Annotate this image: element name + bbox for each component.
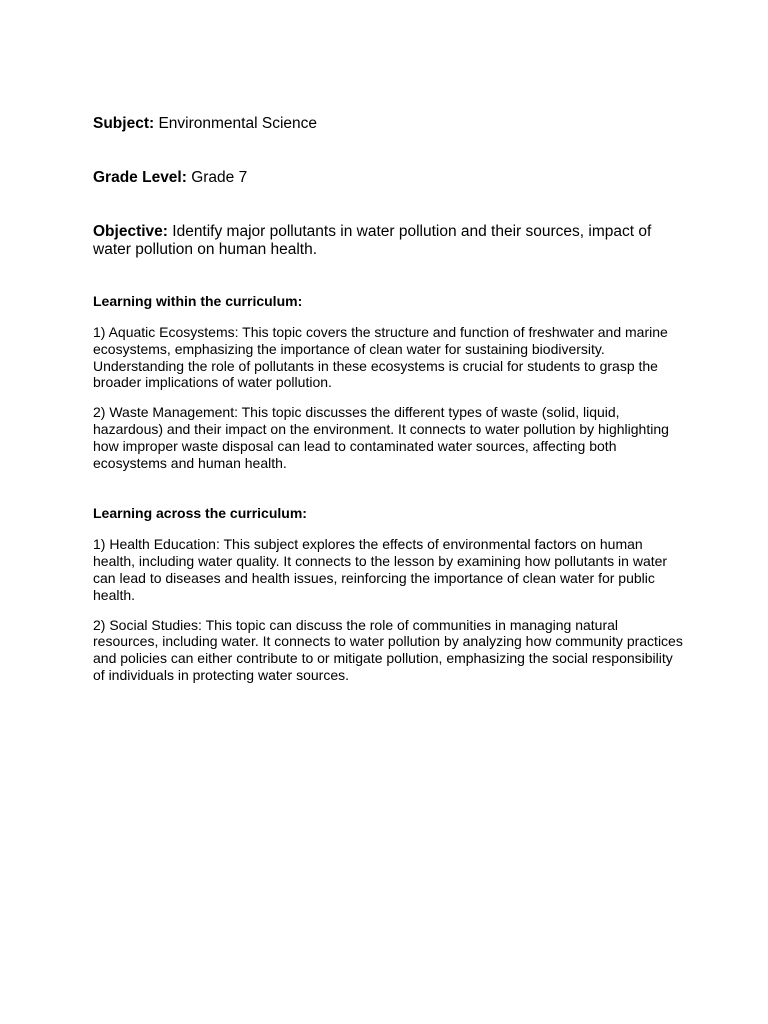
within-curriculum-item-waste: 2) Waste Management: This topic discusses the different types of waste (solid, liquid, hazardous) and their impact on the environment. It connects to water pollution by highlighting how improper waste disposal can lead to contaminated water sources, affecting both ecosystems and human health. <box>93 404 669 471</box>
grade-level-field <box>93 169 683 187</box>
objective-label: Objective: <box>93 223 168 240</box>
subject-value: Environmental Science <box>158 115 317 132</box>
across-curriculum-item-health: 1) Health Education: This subject explores the effects of environmental factors on human health, including water quality. It connects to the lesson by examining how pollutants in water can lead to diseases and health issues, reinforcing the importance of clean water for public health. <box>93 536 668 603</box>
grade-level-value: Grade 7 <box>191 169 248 186</box>
across-curriculum-heading: Learning across the curriculum: <box>93 505 307 522</box>
within-curriculum-item-aquatic: 1) Aquatic Ecosystems: This topic covers the structure and function of freshwater and marine ecosystems, emphasizing the importance of clean water for sustaining biodiversity. Understanding the role of pollutants in these ecosystems is crucial for students to grasp the broader implications of water pollution. <box>93 324 668 391</box>
grade-level-label: Grade Level: <box>93 169 187 186</box>
objective-value: Identify major pollutants in water pollution and their sources, impact of water pollution on human health. <box>93 223 652 258</box>
subject-field <box>93 115 683 133</box>
within-curriculum-heading: Learning within the curriculum: <box>93 293 303 309</box>
objective-field <box>93 223 683 259</box>
subject-label: Subject: <box>93 115 155 132</box>
across-curriculum-item-social: 2) Social Studies: This topic can discuss the role of communities in managing natural resources, including water. It connects to water pollution by analyzing how community practices and policies can either contribute to or mitigate pollution, emphasizing the social responsibility of individuals in protecting water sources. <box>93 616 683 683</box>
lesson-plan-content <box>93 115 683 684</box>
